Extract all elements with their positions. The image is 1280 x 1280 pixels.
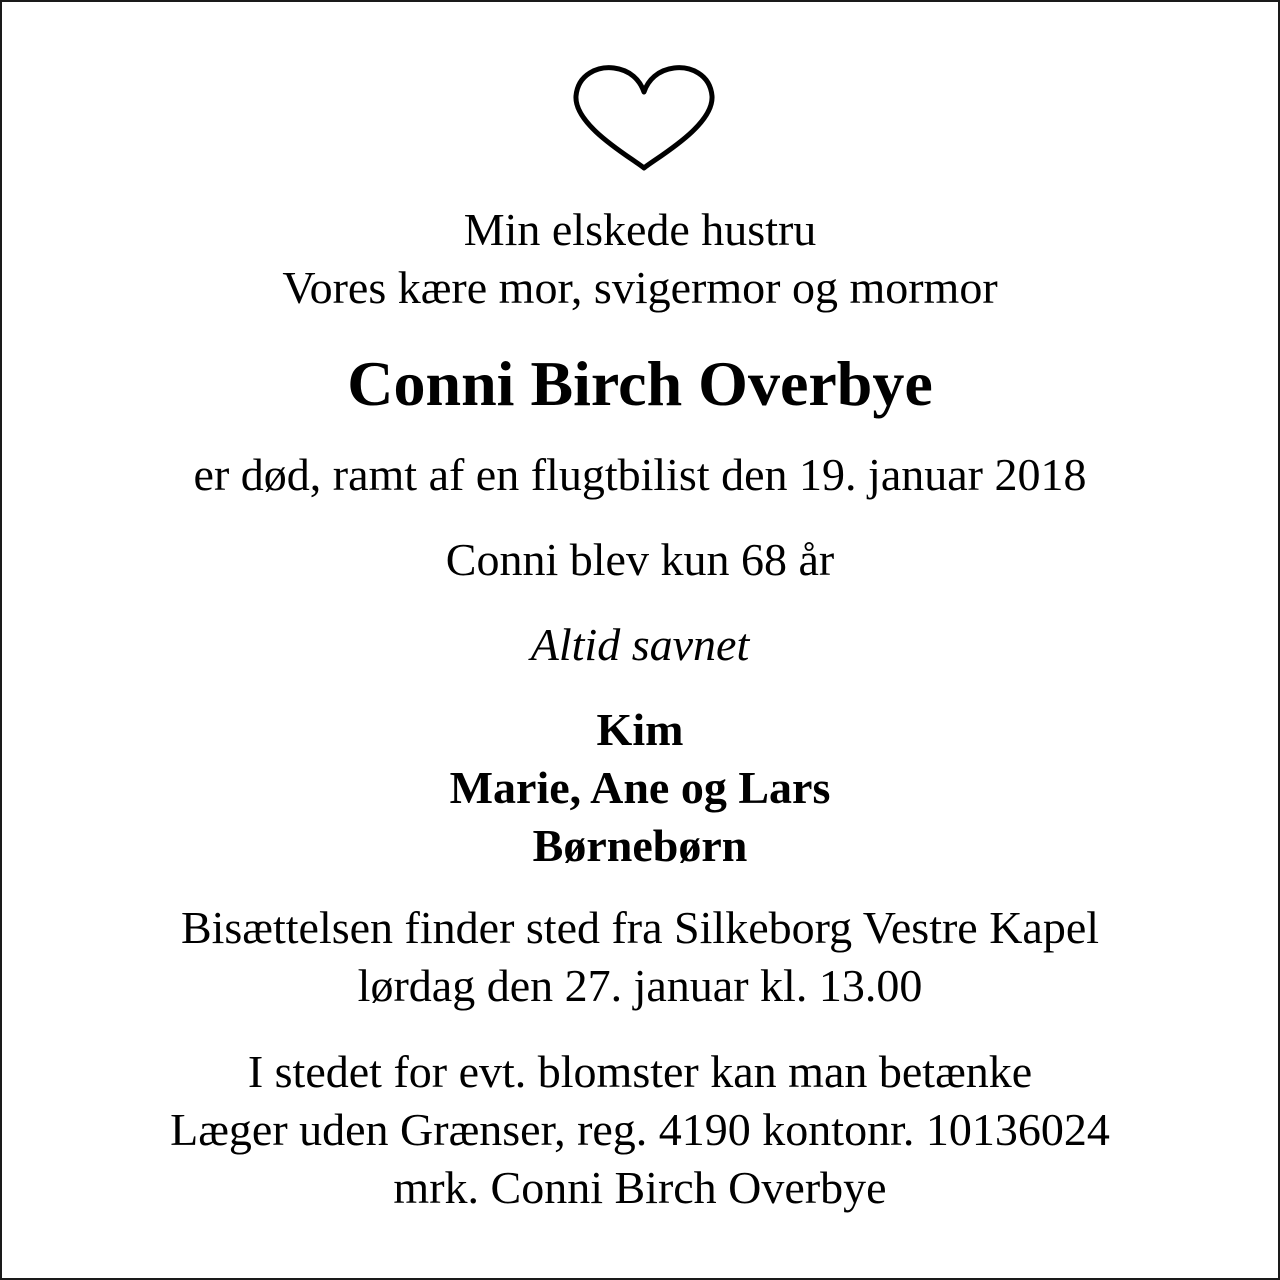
donation-line-3: mrk. Conni Birch Overbye: [393, 1162, 887, 1213]
family-line-3: Børnebørn: [532, 820, 748, 871]
header-line-2: Vores kære mor, svigermor og mormor: [282, 262, 998, 313]
always-missed-line: Altid savnet: [530, 619, 750, 670]
funeral-line-1: Bisættelsen finder sted fra Silkeborg Vestre Kapel: [180, 902, 1100, 953]
donation-line-2: Læger uden Grænser, reg. 4190 kontonr. 10136024: [170, 1104, 1110, 1155]
age-line: Conni blev kun 68 år: [445, 534, 835, 585]
heart-outline-icon: [572, 64, 716, 172]
family-line-2: Marie, Ane og Lars: [449, 762, 831, 813]
death-announcement: er død, ramt af en flugtbilist den 19. januar 2018: [193, 449, 1087, 500]
funeral-line-2: lørdag den 27. januar kl. 13.00: [357, 960, 923, 1011]
deceased-name: Conni Birch Overbye: [347, 348, 933, 419]
header-line-1: Min elskede hustru: [463, 204, 817, 255]
family-line-1: Kim: [596, 704, 684, 755]
donation-line-1: I stedet for evt. blomster kan man betænke: [247, 1046, 1033, 1097]
